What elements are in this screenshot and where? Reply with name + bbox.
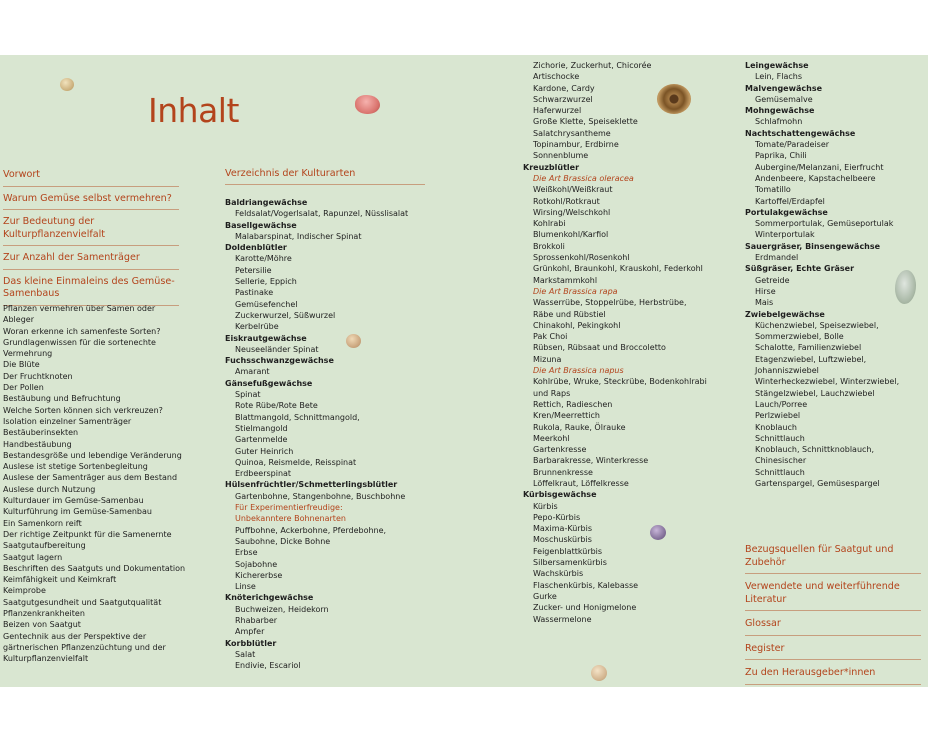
crop-entry[interactable]: Blattmangold, Schnittmangold, xyxy=(235,412,360,422)
crop-entry[interactable]: Ampfer xyxy=(235,627,265,637)
crop-entry[interactable]: Perlzwiebel xyxy=(755,411,801,421)
family-heading[interactable]: Hülsenfrüchtler/Schmetterlingsblütler xyxy=(225,480,398,490)
subtopic-entry[interactable]: Der richtige Zeitpunkt für die Samenernte xyxy=(3,529,172,539)
crop-entry[interactable]: Kerbelrübe xyxy=(235,322,279,332)
subtopic-entry[interactable]: Bestäuberinsekten xyxy=(3,428,79,438)
crop-entry[interactable]: Guter Heinrich xyxy=(235,446,294,456)
family-heading[interactable]: Kürbisgewächse xyxy=(523,490,597,500)
crop-entry[interactable]: Etagenzwiebel, Luftzwiebel, xyxy=(755,354,867,364)
crop-entry[interactable]: Knoblauch xyxy=(755,422,797,432)
crop-entry[interactable]: Stängelzwiebel, Lauchzwiebel xyxy=(755,388,875,398)
crop-entry[interactable]: Quinoa, Reismelde, Reisspinat xyxy=(235,457,357,467)
crop-entry[interactable]: Sojabohne xyxy=(235,559,278,569)
crop-entry[interactable]: Tomate/Paradeiser xyxy=(755,140,830,150)
crop-entry[interactable]: Winterportulak xyxy=(755,230,815,240)
subsection-heading[interactable]: Die Art Brassica oleracea xyxy=(533,173,634,183)
crop-entry[interactable]: Petersilie xyxy=(235,265,272,275)
crop-entry[interactable]: Feldsalat/Vogerlsalat, Rapunzel, Nüsslisalat xyxy=(235,209,409,219)
family-heading[interactable]: Baldriangewächse xyxy=(225,198,308,207)
subtopic-entry[interactable]: Isolation einzelner Samenträger xyxy=(3,416,132,426)
subtopic-entry[interactable]: Auslese durch Nutzung xyxy=(3,484,96,494)
subsection-heading[interactable]: Die Art Brassica rapa xyxy=(533,286,618,296)
crop-entry[interactable]: Weißkohl/Weißkraut xyxy=(533,185,613,195)
crop-entry[interactable]: Wasserrübe, Stoppelrübe, Herbstrübe, xyxy=(533,298,687,308)
crop-entry[interactable]: Andenbeere, Kapstachelbeere xyxy=(755,173,876,183)
crop-entry[interactable]: Kohlrübe, Wruke, Steckrübe, Bodenkohlrabi xyxy=(533,377,707,387)
subtopic-entry[interactable]: Auslese der Samenträger aus dem Bestand xyxy=(3,473,178,483)
crop-entry[interactable]: Knoblauch, Schnittknoblauch, Chinesischer xyxy=(755,445,875,466)
family-heading[interactable]: Leingewächse xyxy=(745,61,809,70)
crop-entry[interactable]: Artischocke xyxy=(533,72,580,82)
family-heading[interactable]: Zwiebelgewächse xyxy=(745,309,825,319)
crop-entry[interactable]: Zucker- und Honigmelone xyxy=(533,603,637,613)
toc-entry[interactable]: Glossar xyxy=(745,617,921,636)
subtopic-entry[interactable]: Saatgut lagern xyxy=(3,552,63,562)
table-of-contents xyxy=(3,168,179,311)
seed-image xyxy=(591,665,607,681)
crop-entry[interactable]: Rukola, Rauke, Ölrauke xyxy=(533,422,626,432)
crop-entry[interactable]: Aubergine/Melanzani, Eierfrucht xyxy=(755,162,884,172)
subtopic-entry[interactable]: Bestandesgröße und lebendige Veränderung xyxy=(3,450,182,460)
crop-entry[interactable]: Sommerzwiebel, Bolle xyxy=(755,332,844,342)
subtopic-entry[interactable]: Saatgutaufbereitung xyxy=(3,541,86,551)
family-heading[interactable]: Süßgräser, Echte Gräser xyxy=(745,264,855,274)
crop-entry[interactable]: Zuckerwurzel, Süßwurzel xyxy=(235,310,336,320)
book-spread xyxy=(0,55,928,687)
crop-entry[interactable]: Sommerportulak, Gemüseportulak xyxy=(755,219,894,229)
subtopic-entry[interactable]: Beizen von Saatgut xyxy=(3,620,81,630)
crop-entry[interactable]: Malabarspinat, Indischer Spinat xyxy=(235,231,362,241)
crop-entry[interactable]: Schlafmohn xyxy=(755,117,803,127)
crop-entry[interactable]: Tomatillo xyxy=(755,185,791,195)
family-heading[interactable]: Korbblütler xyxy=(225,638,277,648)
subtopic-entry[interactable]: Der Fruchtknoten xyxy=(3,371,73,381)
crop-entry[interactable]: Flaschenkürbis, Kalebasse xyxy=(533,580,639,590)
crop-entry[interactable]: Wassermelone xyxy=(533,614,592,624)
page-title: Inhalt xyxy=(148,91,239,130)
crop-index-column xyxy=(523,60,723,625)
crop-entry[interactable]: Silbersamenkürbis xyxy=(533,558,607,568)
subtopic-entry[interactable]: Die Blüte xyxy=(3,360,40,370)
subsection-heading[interactable]: Die Art Brassica napus xyxy=(533,366,624,376)
crop-entry[interactable]: Pastinake xyxy=(235,288,274,298)
section-heading[interactable]: Verzeichnis der Kulturarten xyxy=(225,168,425,185)
crop-entry[interactable]: Karotte/Möhre xyxy=(235,254,292,264)
crop-entry[interactable]: Gartenkresse xyxy=(533,445,587,455)
subtopic-entry[interactable]: Der Pollen xyxy=(3,383,44,393)
crop-entry[interactable]: Markstammkohl xyxy=(533,275,598,285)
subtopic-entry[interactable]: Pflanzenkrankheiten xyxy=(3,609,85,619)
crop-entry[interactable]: Wachskürbis xyxy=(533,569,584,579)
subtopic-entry[interactable]: Ein Samenkorn reift xyxy=(3,518,82,528)
crop-entry[interactable]: Feigenblattkürbis xyxy=(533,546,603,556)
bean-image xyxy=(355,95,380,114)
crop-entry[interactable]: Kardone, Cardy xyxy=(533,83,595,93)
seed-image xyxy=(60,78,74,91)
crop-entry[interactable]: Kartoffel/Erdapfel xyxy=(755,196,825,206)
crop-entry[interactable]: Barbarakresse, Winterkresse xyxy=(533,456,649,466)
crop-entry[interactable]: Gartenbohne, Stangenbohne, Buschbohne xyxy=(235,491,406,501)
toc-entry[interactable]: Vorwort xyxy=(3,168,179,187)
toc-entry[interactable]: Das kleine Einmaleins des Gemüse-Samenbaus xyxy=(3,275,179,306)
crop-entry[interactable]: Erbse xyxy=(235,548,258,558)
toc-entry[interactable]: Zu den Herausgeber*innen xyxy=(745,666,921,685)
crop-entry[interactable]: Große Klette, Speiseklette xyxy=(533,117,638,127)
crop-entry[interactable]: Sellerie, Eppich xyxy=(235,277,297,287)
crop-entry[interactable]: Topinambur, Erdbirne xyxy=(533,140,619,150)
crop-entry[interactable]: Lauch/Porree xyxy=(755,399,808,409)
crop-entry[interactable]: Grünkohl, Braunkohl, Krauskohl, Federkohl xyxy=(533,264,703,274)
crop-entry[interactable]: Pak Choi xyxy=(533,332,568,342)
crop-entry[interactable]: Erdbeerspinat xyxy=(235,469,292,479)
crop-entry[interactable]: Brunnenkresse xyxy=(533,467,593,477)
crop-entry[interactable]: Salat xyxy=(235,649,256,659)
crop-entry[interactable]: Gartenmelde xyxy=(235,435,288,445)
family-heading[interactable]: Doldenblütler xyxy=(225,243,287,253)
crop-entry[interactable]: Sonnenblume xyxy=(533,151,589,161)
toc-entry[interactable]: Zur Anzahl der Samenträger xyxy=(3,251,179,270)
subtopic-entry[interactable]: Handbestäubung xyxy=(3,439,72,449)
toc-entry[interactable]: Warum Gemüse selbst vermehren? xyxy=(3,192,179,211)
toc-entry[interactable]: Bezugsquellen für Saatgut und Zubehör xyxy=(745,543,921,574)
family-heading[interactable]: Fuchsschwanzgewächse xyxy=(225,356,334,366)
subtopic-entry[interactable]: Gentechnik aus der Perspektive der gärtnerischen Pflanzenzüchtung und der Kulturpflanzenvielfalt xyxy=(3,631,166,664)
subtopic-entry[interactable]: Bestäubung und Befruchtung xyxy=(3,394,121,404)
family-heading[interactable]: Portulakgewächse xyxy=(745,207,828,217)
crop-entry[interactable]: Rotkohl/Rotkraut xyxy=(533,196,600,206)
crop-entry[interactable]: Löffelkraut, Löffelkresse xyxy=(533,478,629,488)
subtopic-entry[interactable]: Grundlagenwissen für die sortenechte Vermehrung xyxy=(3,337,156,359)
crop-entry[interactable]: Räbe und Rübstiel xyxy=(533,309,606,319)
subtopic-entry[interactable]: Kulturdauer im Gemüse-Samenbau xyxy=(3,496,144,506)
family-heading[interactable]: Sauergräser, Binsengewächse xyxy=(745,241,881,251)
crop-entry[interactable]: Gemüsefenchel xyxy=(235,299,298,309)
crop-entry[interactable]: Getreide xyxy=(755,275,790,285)
crop-entry[interactable]: Gartenspargel, Gemüsespargel xyxy=(755,478,880,488)
family-heading[interactable]: Mohngewächse xyxy=(745,106,815,116)
subtopic-entry[interactable]: Keimprobe xyxy=(3,586,46,596)
crop-entry[interactable]: Rettich, Radieschen xyxy=(533,399,613,409)
family-heading[interactable]: Gänsefußgewächse xyxy=(225,378,313,388)
crop-index-column xyxy=(225,168,425,671)
crop-entry[interactable]: Erdmandel xyxy=(755,253,799,263)
subtopic-entry[interactable]: Welche Sorten können sich verkreuzen? xyxy=(3,405,163,415)
crop-entry[interactable]: Mais xyxy=(755,298,774,308)
crop-entry[interactable]: Lein, Flachs xyxy=(755,72,802,82)
crop-entry[interactable]: Rübsen, Rübsaat und Broccoletto xyxy=(533,343,666,353)
family-heading[interactable]: Kreuzblütler xyxy=(523,162,580,172)
crop-entry[interactable]: Schnittlauch xyxy=(755,467,805,477)
crop-entry[interactable]: Salatchrysantheme xyxy=(533,128,611,138)
crop-entry[interactable]: Pepo-Kürbis xyxy=(533,512,581,522)
crop-entry[interactable]: Schnittlauch xyxy=(755,433,805,443)
table-of-contents-appendix xyxy=(745,543,921,687)
crop-entry[interactable]: Blumenkohl/Karfiol xyxy=(533,230,609,240)
crop-entry[interactable]: Maxima-Kürbis xyxy=(533,524,593,534)
crop-entry[interactable]: Linse xyxy=(235,582,256,592)
crop-entry[interactable]: Moschuskürbis xyxy=(533,535,592,545)
crop-entry[interactable]: Kichererbse xyxy=(235,570,283,580)
crop-entry[interactable]: Kürbis xyxy=(533,501,558,511)
crop-entry[interactable]: Schwarzwurzel xyxy=(533,94,593,104)
crop-entry[interactable]: Schalotte, Familienzwiebel xyxy=(755,343,862,353)
crop-entry[interactable]: Saubohne, Dicke Bohne xyxy=(235,536,331,546)
crop-entry[interactable]: Brokkoli xyxy=(533,241,565,251)
crop-entry[interactable]: Zichorie, Zuckerhut, Chicorée xyxy=(533,61,652,70)
crop-entry[interactable]: Amarant xyxy=(235,367,270,377)
crop-entry[interactable]: Meerkohl xyxy=(533,433,570,443)
subtopic-entry[interactable]: Pflanzen vermehren über Samen oder Ableger xyxy=(3,304,156,325)
family-heading[interactable]: Malvengewächse xyxy=(745,83,823,93)
crop-entry[interactable]: Haferwurzel xyxy=(533,106,582,116)
crop-entry[interactable]: Buchweizen, Heidekorn xyxy=(235,604,329,614)
toc-entry[interactable]: Verwendete und weiterführende Literatur xyxy=(745,580,921,611)
family-heading[interactable]: Basellgewächse xyxy=(225,220,297,230)
crop-entry[interactable]: Wirsing/Welschkohl xyxy=(533,207,611,217)
crop-entry[interactable]: Johanniszwiebel xyxy=(755,366,819,376)
subsection-heading[interactable]: Unbekanntere Bohnenarten xyxy=(235,514,346,524)
toc-entry[interactable]: Register xyxy=(745,642,921,661)
crop-entry[interactable]: Hirse xyxy=(755,286,776,296)
crop-entry[interactable]: und Raps xyxy=(533,388,571,398)
crop-index-column xyxy=(745,60,925,489)
crop-entry[interactable]: Neuseeländer Spinat xyxy=(235,344,319,354)
subtopic-list xyxy=(3,303,188,665)
crop-entry[interactable]: Gemüsemalve xyxy=(755,94,813,104)
crop-entry[interactable]: Sprossenkohl/Rosenkohl xyxy=(533,253,630,263)
crop-entry[interactable]: Spinat xyxy=(235,390,261,400)
crop-entry[interactable]: Stielmangold xyxy=(235,423,288,433)
crop-entry[interactable]: Puffbohne, Ackerbohne, Pferdebohne, xyxy=(235,525,387,535)
toc-entry[interactable]: Zur Bedeutung der Kulturpflanzenvielfalt xyxy=(3,215,179,246)
crop-entry[interactable]: Endivie, Escariol xyxy=(235,661,301,671)
family-heading[interactable]: Eiskrautgewächse xyxy=(225,333,307,343)
subtopic-entry[interactable]: Kulturführung im Gemüse-Samenbau xyxy=(3,507,152,517)
crop-entry[interactable]: Gurke xyxy=(533,591,557,601)
subtopic-entry[interactable]: Woran erkenne ich samenfeste Sorten? xyxy=(3,326,161,336)
crop-entry[interactable]: Rhabarber xyxy=(235,615,278,625)
crop-entry[interactable]: Kren/Meerrettich xyxy=(533,411,600,421)
subtopic-entry[interactable]: Saatgutgesundheit und Saatgutqualität xyxy=(3,597,162,607)
crop-entry[interactable]: Küchenzwiebel, Speisezwiebel, xyxy=(755,320,879,330)
crop-entry[interactable]: Mizuna xyxy=(533,354,562,364)
subtopic-entry[interactable]: Auslese ist stetige Sortenbegleitung xyxy=(3,462,148,472)
subtopic-entry[interactable]: Beschriften des Saatguts und Dokumentation xyxy=(3,563,186,573)
subtopic-entry[interactable]: Keimfähigkeit und Keimkraft xyxy=(3,575,117,585)
crop-entry[interactable]: Paprika, Chili xyxy=(755,151,807,161)
family-heading[interactable]: Knöterichgewächse xyxy=(225,593,314,603)
crop-entry[interactable]: Rote Rübe/Rote Bete xyxy=(235,401,318,411)
crop-entry[interactable]: Chinakohl, Pekingkohl xyxy=(533,320,621,330)
crop-entry[interactable]: Kohlrabi xyxy=(533,219,566,229)
subsection-heading[interactable]: Für Experimentierfreudige: xyxy=(235,503,343,513)
family-heading[interactable]: Nachtschattengewächse xyxy=(745,128,856,138)
crop-entry[interactable]: Winterheckezwiebel, Winterzwiebel, xyxy=(755,377,900,387)
